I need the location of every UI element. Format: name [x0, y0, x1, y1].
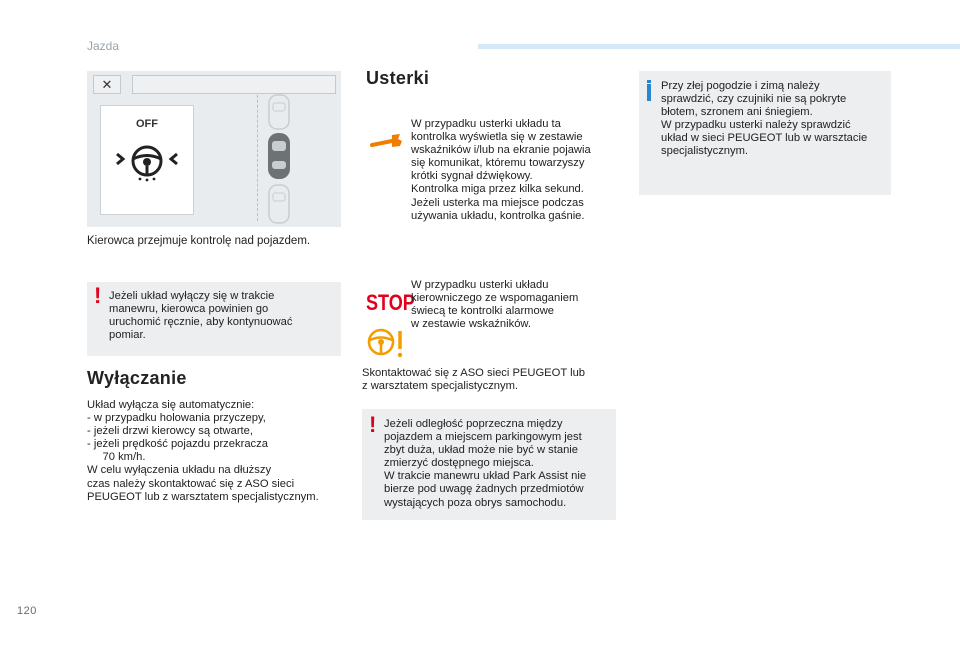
warning-text: Jeżeli układ wyłączy się w trakcie manewru, kierowca powinien go uruchomić ręcznie, aby kontynuować pomiar. [109, 290, 293, 342]
usterki-text-2: W przypadku usterki układu kierowniczego ze wspomaganiem świecą te kontrolki alarmowe w zestawie wskaźników. [411, 279, 579, 331]
steering-wheel-icon [115, 142, 179, 182]
info-icon [647, 84, 651, 101]
close-icon: ✕ [101, 76, 113, 92]
section-label: Jazda [87, 39, 120, 53]
screen-top-bar [132, 75, 336, 94]
warning-icon: ! [369, 412, 377, 437]
warning-icon: ! [94, 283, 102, 308]
warning-text: Jeżeli odległość poprzeczna między pojazdem a miejscem parkingowym jest zbyt duża, układ może nie być w stanie zmierzyć dostępnego miejsca. W trakcie manewru układ Park Assist nie bierze pod uwagę żadnych przedmiotów wystających poza obrys samochodu. [384, 418, 587, 509]
header-accent-bar [478, 44, 960, 49]
parked-cars-icon [265, 93, 295, 225]
off-label: OFF [136, 118, 158, 130]
info-box [639, 71, 891, 195]
park-assist-off-panel [100, 105, 194, 215]
parking-line [257, 95, 259, 221]
page-number: 120 [17, 605, 37, 617]
usterki-contact-text: Skontaktować się z ASO sieci PEUGEOT lub z warsztatem specjalistycznym. [362, 367, 586, 393]
stop-warning-icon: STOP [366, 290, 415, 315]
wrench-icon [368, 131, 404, 153]
warning-box-left [87, 282, 341, 356]
heading-usterki: Usterki [366, 68, 430, 88]
info-text: Przy złej pogodzie i zimą należy sprawdzić, czy czujniki nie są pokryte błotem, szronem ani śniegiem. W przypadku usterki należy sprawdzić układ w sieci PEUGEOT lub w warsztacie specjalistycznym. [661, 80, 868, 158]
heading-wylaczanie: Wyłączanie [87, 368, 187, 388]
usterki-text-1: W przypadku usterki układu ta kontrolka wyświetla się w zestawie wskaźników i/lub na ekranie pojawia się komunikat, któremu towarzyszy krótki sygnał dźwiękowy. Kontrolka miga przez kilka sekund. Jeżeli usterka ma miejsce podczas używania układu, kontrolka gaśnie. [411, 118, 591, 222]
warning-box-middle [362, 409, 616, 520]
wylaczanie-text: Układ wyłącza się automatycznie: - w przypadku holowania przyczepy, - jeżeli drzwi kierowcy są otwarte, - jeżeli prędkość pojazdu przekracza 70 km/h. W celu wyłączenia układu na dłuższy czas należy skontaktować się z ASO sieci PEUGEOT lub z warsztatem specjalistycznym. [87, 399, 319, 503]
info-icon-dot [647, 80, 651, 83]
close-button[interactable] [93, 75, 121, 94]
steering-fault-icon [367, 327, 407, 359]
park-assist-figure [87, 71, 341, 227]
figure-caption: Kierowca przejmuje kontrolę nad pojazdem. [87, 235, 311, 247]
